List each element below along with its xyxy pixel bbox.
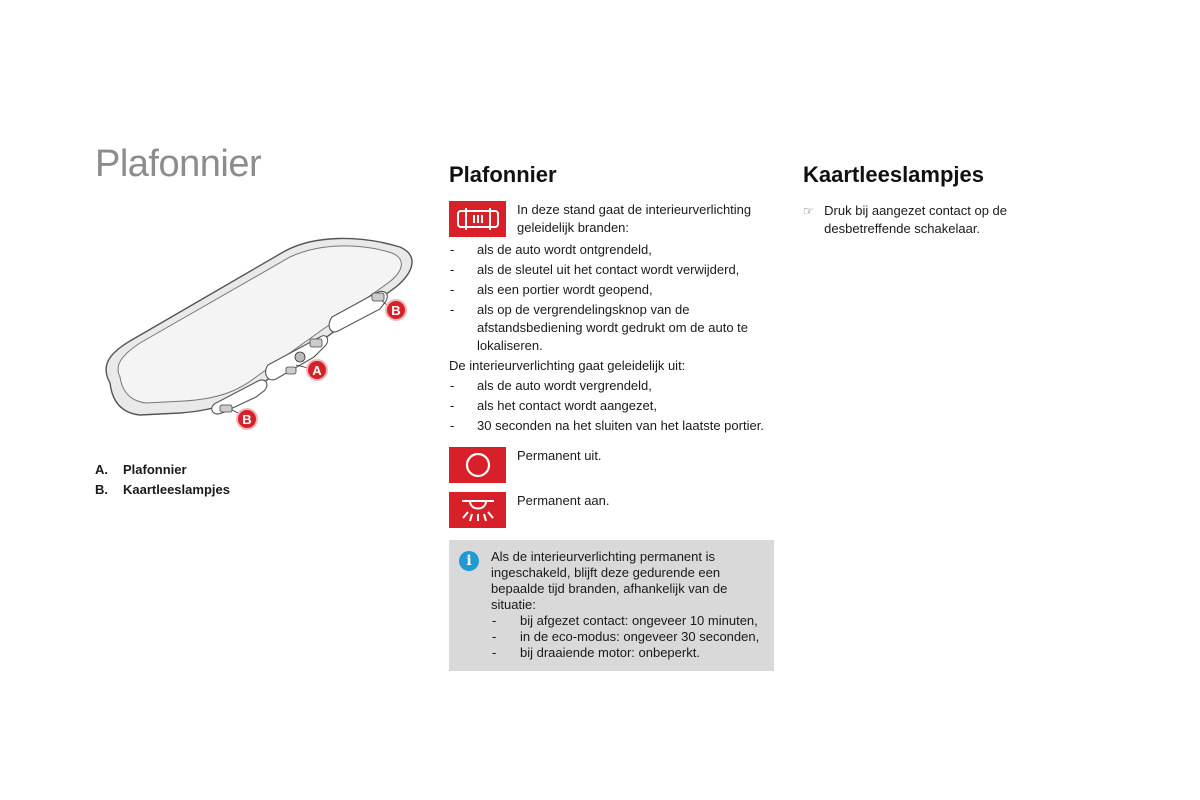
section-heading: Plafonnier	[449, 162, 557, 187]
off-mode-row	[449, 447, 779, 483]
list-item: - als een portier wordt geopend,	[449, 281, 779, 299]
info-text: Als de interieurverlichting permanent is ingeschakeld, blijft deze gedurende een bepaalde tijd branden, afhankelijk van de situatie:	[491, 549, 728, 612]
door-mode-text: In deze stand gaat de interieurverlichting geleidelijk branden:	[517, 202, 752, 235]
info-content	[491, 549, 764, 661]
list-item: - in de eco-modus: ongeveer 30 seconden,	[491, 629, 764, 645]
ceiling-lamp-icon	[449, 492, 506, 528]
callout-b-bottom	[237, 409, 257, 429]
svg-text:B: B	[242, 412, 252, 427]
list-item: - bij draaiende motor: onbeperkt.	[491, 645, 764, 661]
legend	[95, 460, 230, 500]
info-box	[449, 540, 774, 671]
svg-text:A: A	[312, 363, 322, 378]
on-mode-text: Permanent aan.	[517, 493, 610, 508]
list-item: - als de auto wordt ontgrendeld,	[449, 241, 779, 259]
instruction-row	[803, 202, 1083, 238]
info-icon: i	[459, 551, 479, 571]
plafonnier-section	[449, 162, 779, 671]
legend-item	[95, 480, 230, 500]
section-heading: Kaartleeslampjes	[803, 162, 984, 187]
legend-label: Plafonnier	[123, 462, 187, 477]
off-mode-text: Permanent uit.	[517, 448, 602, 463]
callout-a	[307, 360, 327, 380]
list-item: - als het contact wordt aangezet,	[449, 397, 779, 415]
off-intro: De interieurverlichting gaat geleidelijk uit:	[449, 358, 686, 373]
door-mode-row	[449, 201, 779, 237]
list-item: - als de sleutel uit het contact wordt verwijderd,	[449, 261, 779, 279]
legend-key: A.	[95, 462, 108, 477]
on-mode-row	[449, 492, 779, 528]
pointing-hand-icon: ☞	[803, 204, 814, 218]
on-conditions-list	[449, 241, 779, 355]
svg-text:B: B	[391, 303, 401, 318]
legend-item	[95, 460, 230, 480]
info-list	[491, 613, 764, 661]
door-lamp-icon	[449, 201, 506, 237]
list-item: - 30 seconden na het sluiten van het laatste portier.	[449, 417, 779, 435]
off-conditions-list	[449, 377, 779, 435]
kaartleeslampjes-section	[803, 162, 1083, 238]
list-item: - als de auto wordt vergrendeld,	[449, 377, 779, 395]
ceiling-light-illustration	[100, 235, 420, 440]
list-item: - als op de vergrendelingsknop van de afstandsbediening wordt gedrukt om de auto te lokaliseren.	[449, 301, 779, 355]
circle-off-icon	[449, 447, 506, 483]
instruction-text: Druk bij aangezet contact op de desbetreffende schakelaar.	[824, 203, 1008, 236]
callout-b-top	[386, 300, 406, 320]
legend-key: B.	[95, 482, 108, 497]
page-title: Plafonnier	[95, 143, 262, 186]
legend-label: Kaartleeslampjes	[123, 482, 230, 497]
list-item: - bij afgezet contact: ongeveer 10 minuten,	[491, 613, 764, 629]
